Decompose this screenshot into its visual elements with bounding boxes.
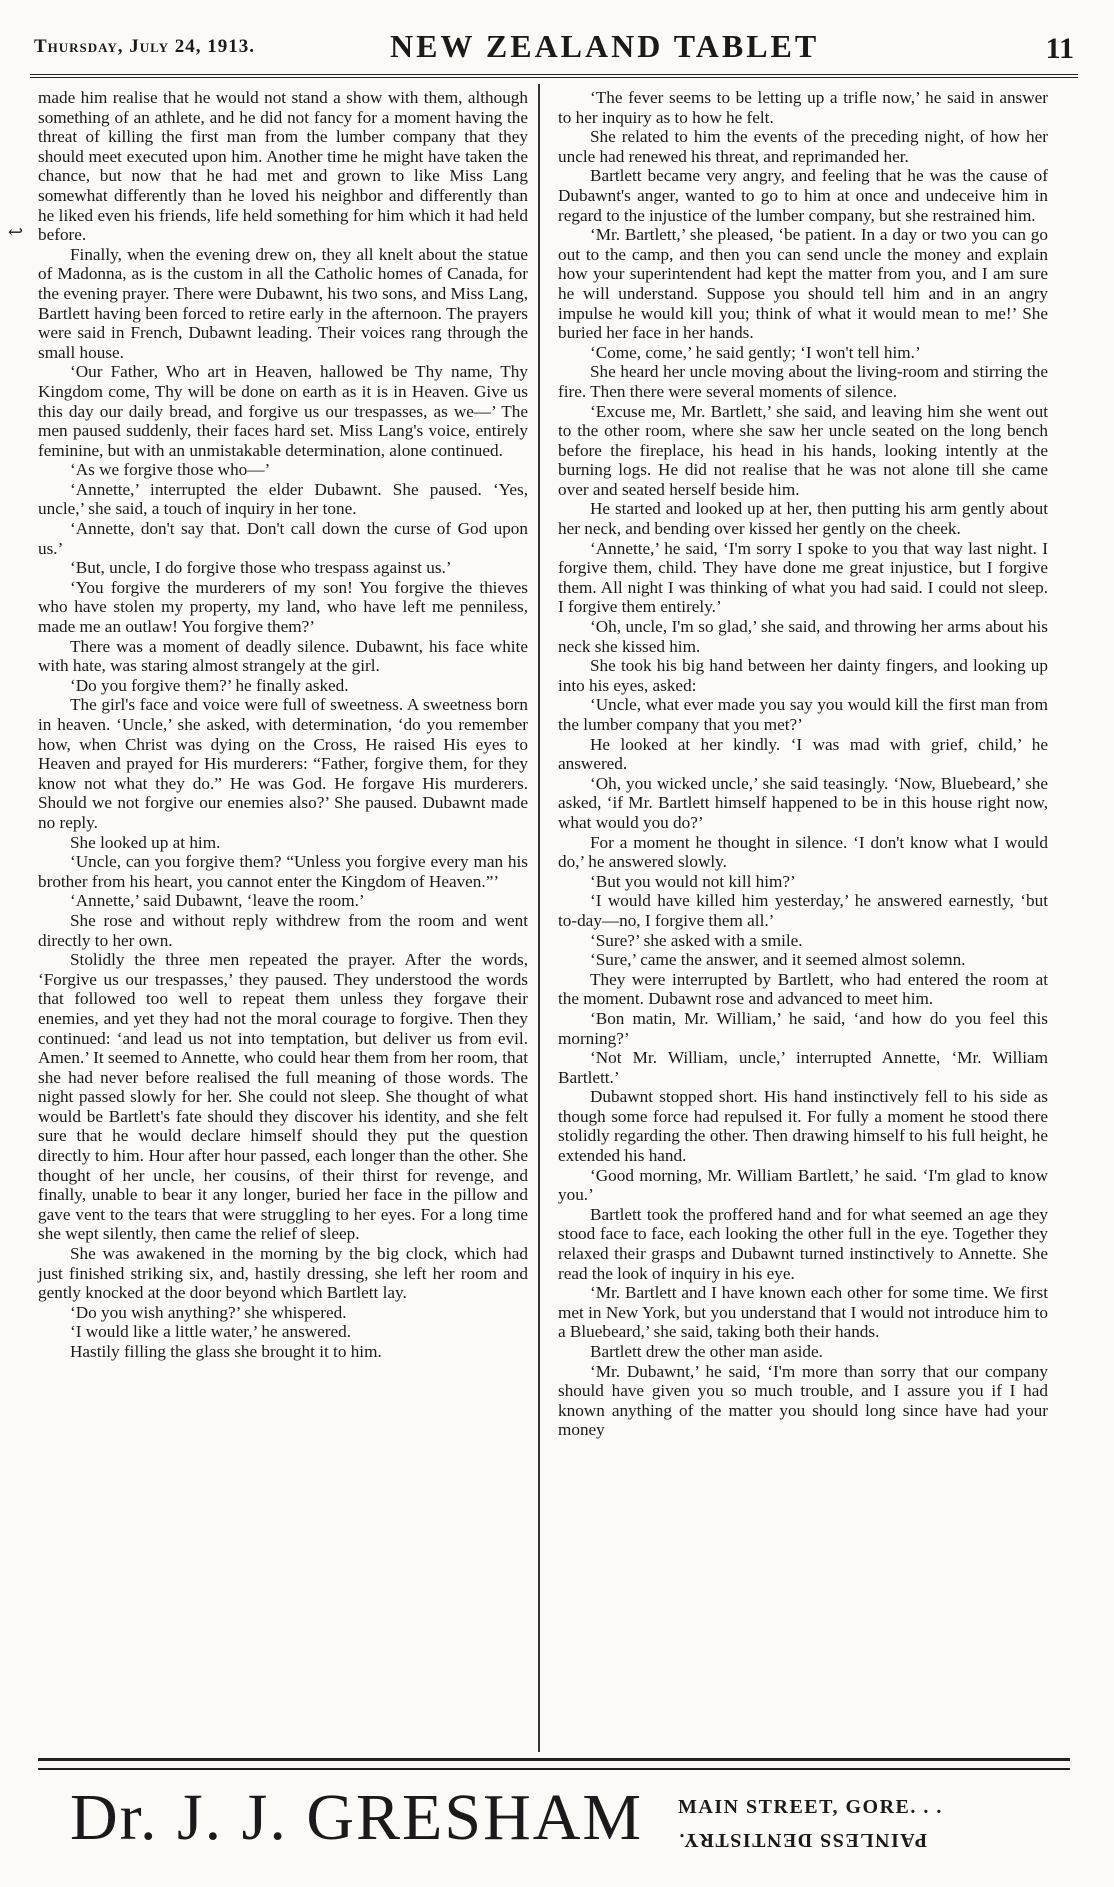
paragraph: ‘As we forgive those who—’ bbox=[70, 460, 271, 480]
paragraph: ‘Mr. Bartlett,’ she pleased, ‘be patient. In a day or two you can go out to the camp, and then you can send uncle the money and explain how your superintendent had kept the matter from you, and I am sure he will understand. Suppose you should tell him and in an angry impulse he would kill you; think of what it would mean to me!’ She buried her face in her hands. bbox=[558, 225, 1048, 343]
paragraph: The girl's face and voice were full of sweetness. A sweetness born in heaven. ‘Uncle,’ she asked, with determination, ‘do you remember how, when Christ was dying on the Cross, He raised His eyes to Heaven and prayed for His murderers: “Father, forgive them, for they know not what they do.” He was God. He forgave His murderers. Should we not forgive our enemies also?’ She paused. Dubawnt made no reply. bbox=[38, 695, 528, 832]
paragraph: Bartlett became very angry, and feeling that he was the cause of Dubawnt's anger, wanted to go to him at once and undeceive him in regard to the injustice of the lumber company, but she restrained him. bbox=[558, 166, 1048, 225]
paragraph: ‘Do you wish anything?’ she whispered. bbox=[70, 1302, 347, 1322]
paragraph: Bartlett took the proffered hand and for what seemed an age they stood face to face, each looking the other full in the eye. Together they relaxed their grasps and Dubawnt turned instinctively to Annette. She read the look of inquiry in his eye. bbox=[558, 1204, 1048, 1283]
paragraph: ‘Come, come,’ he said gently; ‘I won't tell him.’ bbox=[590, 342, 921, 362]
paragraph: ‘I would like a little water,’ he answered. bbox=[70, 1322, 352, 1342]
paragraph: Stolidly the three men repeated the prayer. After the words, ‘Forgive us our trespasses,’ they paused. They understood the words that followed too well to repeat them unless they forgave their enemies, and yet they had not the moral courage to forgive. Then they continued: ‘and lead us not into temptation, but deliver us from evil. Amen.’ It seemed to Annette, who could hear them from her room, that she had never before realised the full meaning of those words. The night passed slowly for her. She could not sleep. She thought of what would be Bartlett's fate should they discover his identity, and she felt sure that he would declare himself should they put the question directly to him. Hour after hour passed, each longer than the other. She thought of her uncle, her cousins, of their thirst for revenge, and finally, unable to bear it any longer, buried her face in the pillow and gave vent to the tears that were struggling to her eyes. For a long time she wept silently, then came the relief of sleep. bbox=[38, 950, 528, 1244]
advertiser-service: PAINLESS DENTISTRY. bbox=[678, 1829, 927, 1851]
header-rule bbox=[30, 74, 1078, 78]
paragraph: ‘Not Mr. William, uncle,’ interrupted Annette, ‘Mr. William Bartlett.’ bbox=[558, 1048, 1048, 1087]
paragraph: ‘Annette, don't say that. Don't call down the curse of God upon us.’ bbox=[38, 519, 528, 558]
footer-rule bbox=[38, 1758, 1070, 1761]
left-column bbox=[38, 88, 528, 1362]
paragraph: She related to him the events of the preceding night, of how her uncle had renewed his threat, and reprimanded her. bbox=[558, 127, 1048, 166]
advertisement-rule bbox=[38, 1768, 1070, 1770]
paragraph: ‘Annette,’ interrupted the elder Dubawnt. She paused. ‘Yes, uncle,’ she said, a touch of inquiry in her tone. bbox=[38, 479, 528, 519]
paragraph: ‘Good morning, Mr. William Bartlett,’ he said. ‘I'm glad to know you.’ bbox=[558, 1165, 1048, 1205]
paragraph: He looked at her kindly. ‘I was mad with grief, child,’ he answered. bbox=[558, 734, 1048, 774]
paragraph: ‘Uncle, can you forgive them? “Unless you forgive every man his brother from his heart, you cannot enter the Kingdom of Heaven.”’ bbox=[38, 852, 528, 891]
paragraph: Finally, when the evening drew on, they all knelt about the statue of Madonna, as is the custom in all the Catholic homes of Canada, for the evening prayer. There were Dubawnt, his two sons, and Miss Lang, Bartlett having been forced to retire early in the afternoon. The prayers were said in French, Dubawnt leading. Their voices rang through the small house. bbox=[38, 244, 528, 362]
paragraph: Hastily filling the glass she brought it to him. bbox=[70, 1342, 382, 1361]
paragraph: ‘Sure,’ came the answer, and it seemed almost solemn. bbox=[590, 950, 966, 970]
paragraph: ‘You forgive the murderers of my son! You forgive the thieves who have stolen my property, my land, who have left me penniless, made me an outlaw! You forgive them?’ bbox=[38, 577, 528, 637]
paragraph: ‘I would have killed him yesterday,’ he answered earnestly, ‘but to-day—no, I forgive them all.’ bbox=[558, 891, 1048, 930]
paragraph: ‘Excuse me, Mr. Bartlett,’ she said, and leaving him she went out to the other room, where she saw her uncle seated on the long bench before the fireplace, his head in his hands, looking intently at the burning logs. He did not realise that he was not alone till she came over and seated herself beside him. bbox=[558, 401, 1048, 499]
paragraph: ‘The fever seems to be letting up a trifle now,’ he said in answer to her inquiry as to how he felt. bbox=[558, 88, 1048, 127]
paragraph: ‘Uncle, what ever made you say you would kill the first man from the lumber company that you met?’ bbox=[558, 695, 1048, 734]
advertisement bbox=[38, 1768, 1070, 1868]
advertiser-address: MAIN STREET, GORE. . . bbox=[678, 1796, 943, 1818]
advertiser-name: Dr. J. J. GRESHAM bbox=[70, 1781, 644, 1854]
paragraph: She rose and without reply withdrew from the room and went directly to her own. bbox=[38, 910, 528, 950]
paragraph: ‘Mr. Bartlett and I have known each other for some time. We first met in New York, but you understand that I would not introduce him to a Bluebeard,’ she said, taking both their hands. bbox=[558, 1283, 1048, 1342]
paragraph: There was a moment of deadly silence. Dubawnt, his face white with hate, was staring almost strangely at the girl. bbox=[38, 636, 528, 676]
column-divider bbox=[538, 84, 540, 1752]
paragraph: ‘But, uncle, I do forgive those who trespass against us.’ bbox=[70, 558, 452, 578]
paragraph: ‘Annette,’ he said, ‘I'm sorry I spoke to you that way last night. I forgive them, child. They have done me great injustice, but I forgive them. All night I was thinking of what you had said. I could not sleep. I forgive them entirely.’ bbox=[558, 538, 1048, 617]
margin-pencil-mark: ↩ bbox=[8, 222, 24, 242]
page-header bbox=[30, 28, 1080, 74]
paragraph: ‘Sure?’ she asked with a smile. bbox=[590, 930, 803, 950]
paragraph: She looked up at him. bbox=[70, 832, 221, 852]
paragraph: She was awakened in the morning by the big clock, which had just finished striking six, and, hastily dressing, she left her room and gently knocked at the door beyond which Bartlett lay. bbox=[38, 1244, 528, 1303]
paragraph: ‘But you would not kill him?’ bbox=[590, 871, 796, 891]
paragraph: ‘Our Father, Who art in Heaven, hallowed be Thy name, Thy Kingdom come, Thy will be done on earth as it is in Heaven. Give us this day our daily bread, and forgive us our trespasses, as we—’ The men paused suddenly, their faces hard set. Miss Lang's voice, entirely feminine, but with an unmistakable determination, alone continued. bbox=[38, 362, 528, 460]
paragraph: Bartlett drew the other man aside. bbox=[590, 1342, 823, 1361]
paragraph: They were interrupted by Bartlett, who had entered the room at the moment. Dubawnt rose and advanced to meet him. bbox=[558, 969, 1048, 1009]
paragraph: For a moment he thought in silence. ‘I don't know what I would do,’ he answered slowly. bbox=[558, 832, 1048, 872]
paragraph: ‘Mr. Dubawnt,’ he said, ‘I'm more than sorry that our company should have given you so much trouble, and I assure you if I had known anything of the matter you should long since have had your money bbox=[558, 1361, 1048, 1440]
paragraph: ‘Oh, you wicked uncle,’ she said teasingly. ‘Now, Bluebeard,’ she asked, ‘if Mr. Bartlett himself happened to be in this house right now, what would you do?’ bbox=[558, 773, 1048, 832]
issue-date: Thursday, July 24, 1913. bbox=[34, 36, 256, 57]
paragraph: ‘Bon matin, Mr. William,’ he said, ‘and how do you feel this morning?’ bbox=[558, 1008, 1048, 1048]
paragraph: She heard her uncle moving about the living-room and stirring the fire. Then there were several moments of silence. bbox=[558, 362, 1048, 401]
paragraph: ‘Annette,’ said Dubawnt, ‘leave the room.’ bbox=[70, 891, 365, 911]
paragraph: made him realise that he would not stand a show with them, although something of an athlete, and he did not fancy for a moment having the threat of killing the first man from the lumber company that they should meet executed upon him. Another time he might have taken the chance, but now that he had met and grown to like Miss Lang somewhat differently than he loved his neighbor and differently than he liked even his friends, life held something for him which it had held before. bbox=[38, 88, 528, 245]
paragraph: She took his big hand between her dainty fingers, and looking up into his eyes, asked: bbox=[558, 656, 1048, 695]
page-number: 11 bbox=[1045, 32, 1074, 65]
paragraph: Dubawnt stopped short. His hand instinctively fell to his side as though some force had repulsed it. For fully a moment he stood there stolidly regarding the other. Then drawing himself to his full height, he extended his hand. bbox=[558, 1087, 1048, 1166]
paragraph: He started and looked up at her, then putting his arm gently about her neck, and bending over kissed her gently on the cheek. bbox=[558, 499, 1048, 539]
paragraph: ‘Oh, uncle, I'm so glad,’ she said, and throwing her arms about his neck she kissed him. bbox=[558, 617, 1048, 656]
paragraph: ‘Do you forgive them?’ he finally asked. bbox=[70, 675, 349, 695]
masthead-title: NEW ZEALAND TABLET bbox=[390, 28, 820, 64]
right-column bbox=[558, 88, 1048, 1440]
